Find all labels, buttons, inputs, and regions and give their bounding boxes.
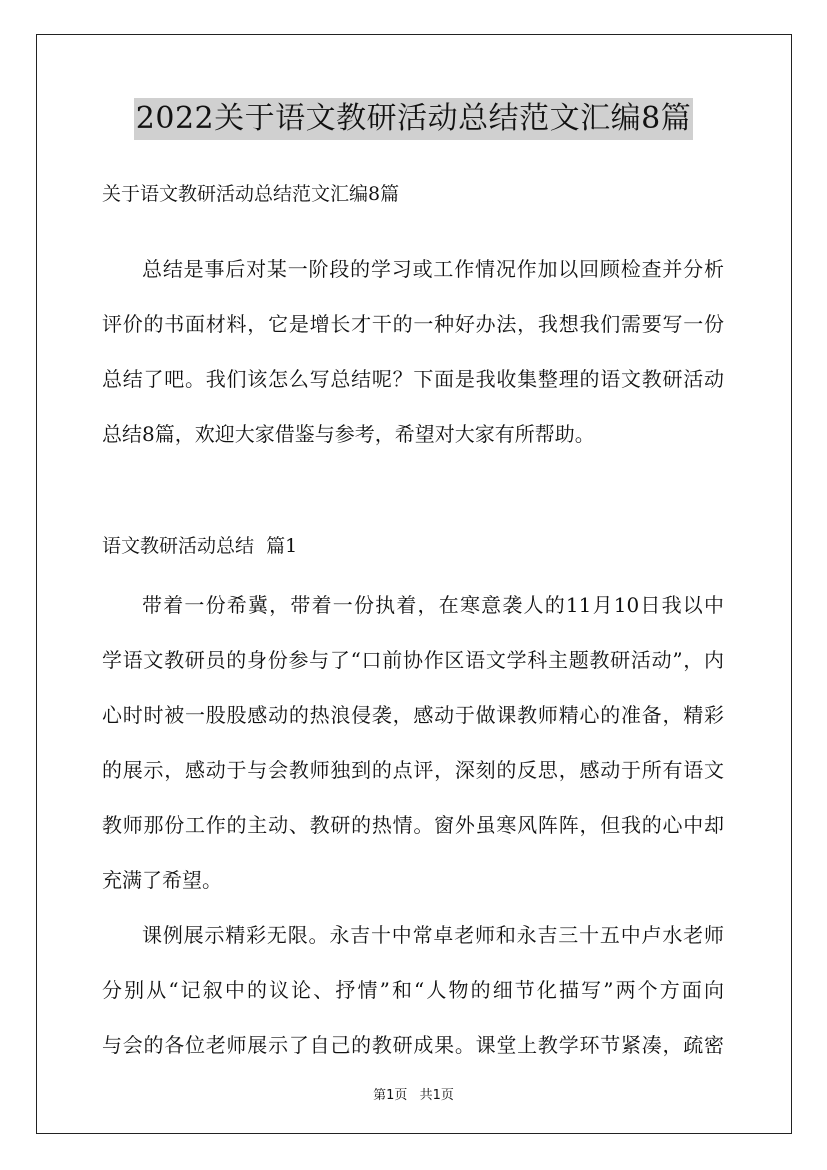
paragraph-line: 充满了希望。 (102, 868, 222, 892)
page-number: 第1页 (373, 1088, 408, 1103)
paragraph-line: 学语文教研员的身份参与了“口前协作区语文学科主题教研活动”，内 (102, 648, 724, 672)
paragraph-line: 分别从“记叙中的议论、抒情”和“人物的细节化描写”两个方面向 (102, 978, 724, 1002)
paragraph-line: 课例展示精彩无限。永吉十中常卓老师和永吉三十五中卢水老师 (142, 923, 724, 947)
section-heading: 语文教研活动总结 篇1 (102, 535, 298, 557)
paragraph-line: 带着一份希冀，带着一份执着，在寒意袭人的11月10日我以中 (142, 593, 724, 617)
intro-line: 总结8篇，欢迎大家借鉴与参考，希望对大家有所帮助。 (102, 422, 595, 446)
paragraph-1 (102, 578, 724, 908)
paragraph-line: 教师那份工作的主动、教研的热情。窗外虽寒风阵阵，但我的心中却 (102, 813, 724, 837)
page-total: 共1页 (419, 1088, 454, 1103)
document-body (102, 176, 724, 1073)
title-container (0, 98, 827, 140)
page-footer (0, 1084, 827, 1103)
document-title: 2022关于语文教研活动总结范文汇编8篇 (134, 98, 693, 140)
paragraph-line: 心时时被一股股感动的热浪侵袭，感动于做课教师精心的准备，精彩 (102, 703, 724, 727)
paragraph-2 (102, 908, 724, 1073)
intro-line: 评价的书面材料，它是增长才干的一种好办法，我想我们需要写一份 (102, 312, 724, 336)
intro-line: 总结是事后对某一阶段的学习或工作情况作加以回顾检查并分析 (142, 257, 724, 281)
paragraph-line: 与会的各位老师展示了自己的教研成果。课堂上教学环节紧凑，疏密 (102, 1033, 724, 1057)
paragraph-line: 的展示，感动于与会教师独到的点评，深刻的反思，感动于所有语文 (102, 758, 724, 782)
document-subtitle: 关于语文教研活动总结范文汇编8篇 (102, 183, 400, 205)
intro-line: 总结了吧。我们该怎么写总结呢？下面是我收集整理的语文教研活动 (102, 367, 724, 391)
intro-paragraph (102, 242, 724, 462)
